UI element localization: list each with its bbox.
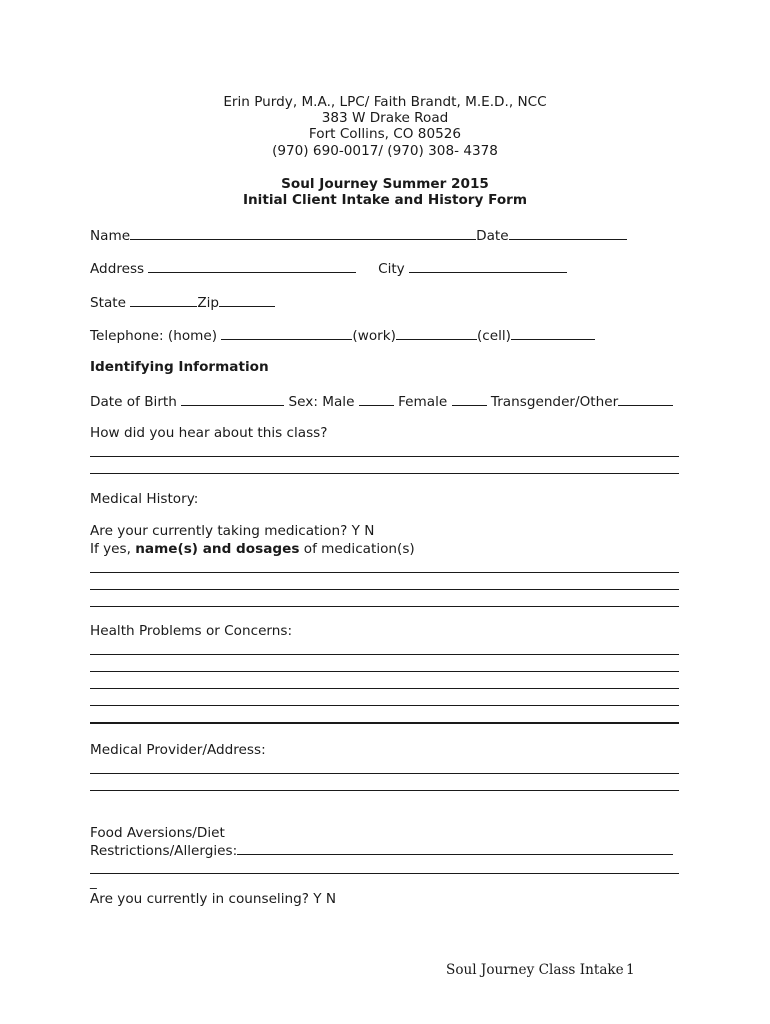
name-date-row: [90, 226, 627, 245]
date-label: Date: [476, 228, 509, 244]
state-label: State: [90, 295, 126, 311]
health-line-2[interactable]: [90, 671, 679, 672]
address-label: Address: [90, 261, 145, 277]
medical-history-heading: Medical History:: [90, 491, 199, 507]
if-yes-bold: name(s) and dosages: [135, 541, 300, 557]
address-city-row: [90, 259, 567, 278]
health-line-1[interactable]: [90, 654, 679, 655]
female-field[interactable]: [452, 392, 487, 406]
work-phone-field[interactable]: [396, 326, 477, 340]
trans-other-label: Transgender/Other: [490, 394, 619, 410]
identifying-info-heading: Identifying Information: [90, 359, 269, 375]
medication-line-2[interactable]: [90, 589, 679, 590]
health-line-4[interactable]: [90, 705, 679, 706]
telephone-row: [90, 326, 595, 345]
medication-line-3[interactable]: [90, 606, 679, 607]
medication-line-1[interactable]: [90, 572, 679, 573]
food-aversions-label-1: Food Aversions/Diet: [90, 825, 225, 841]
phone-numbers: (970) 690-0017/ (970) 308- 4378: [272, 143, 498, 159]
city-state-zip: Fort Collins, CO 80526: [308, 126, 462, 142]
city-field[interactable]: [409, 259, 567, 273]
cell-phone-field[interactable]: [511, 326, 595, 340]
counseling-question: Are you currently in counseling? Y N: [90, 891, 337, 907]
identifying-row: [90, 392, 673, 411]
stray-underscore: _: [90, 874, 97, 890]
sex-male-label: Sex: Male: [288, 394, 355, 410]
medication-question: Are your currently taking medication? Y N: [90, 523, 375, 539]
street-address: 383 W Drake Road: [321, 110, 449, 126]
state-field[interactable]: [130, 293, 197, 307]
page-number: 1: [626, 962, 635, 978]
if-yes-prefix: If yes,: [90, 541, 136, 557]
provider-line-1[interactable]: [90, 773, 679, 774]
date-field[interactable]: [509, 226, 627, 240]
medication-if-yes: [90, 541, 415, 558]
dob-label: Date of Birth: [90, 394, 177, 410]
telephone-home-label: Telephone: (home): [90, 328, 218, 344]
health-line-5[interactable]: [90, 722, 679, 724]
food-aversions-row: [90, 841, 673, 860]
hear-about-line-2[interactable]: [90, 473, 679, 474]
home-phone-field[interactable]: [221, 326, 352, 340]
state-zip-row: [90, 293, 275, 312]
name-field[interactable]: [130, 226, 476, 240]
page-footer: [446, 962, 635, 978]
hear-about-label: How did you hear about this class?: [90, 425, 328, 441]
if-yes-suffix: of medication(s): [299, 541, 415, 557]
health-problems-label: Health Problems or Concerns:: [90, 623, 293, 639]
name-label: Name: [90, 228, 131, 244]
work-label: (work): [352, 328, 396, 344]
cell-label: (cell): [476, 328, 511, 344]
practitioner-names: Erin Purdy, M.A., LPC/ Faith Brandt, M.E.D., NCC: [223, 94, 547, 110]
female-label: Female: [398, 394, 448, 410]
hear-about-line-1[interactable]: [90, 456, 679, 457]
provider-line-2[interactable]: [90, 790, 679, 791]
food-aversions-label-2: Restrictions/Allergies:: [90, 843, 238, 859]
form-title-line2: Initial Client Intake and History Form: [242, 192, 528, 208]
male-field[interactable]: [359, 392, 394, 406]
allergies-field[interactable]: [237, 841, 673, 855]
trans-other-field[interactable]: [618, 392, 673, 406]
dob-field[interactable]: [181, 392, 284, 406]
medical-provider-label: Medical Provider/Address:: [90, 742, 266, 758]
address-field[interactable]: [148, 259, 356, 273]
zip-label: Zip: [197, 295, 220, 311]
health-line-3[interactable]: [90, 688, 679, 689]
footer-label: Soul Journey Class Intake: [446, 962, 624, 978]
form-title-line1: Soul Journey Summer 2015: [281, 176, 489, 192]
zip-field[interactable]: [219, 293, 275, 307]
food-line-2[interactable]: [90, 873, 679, 874]
city-label: City: [378, 261, 405, 277]
